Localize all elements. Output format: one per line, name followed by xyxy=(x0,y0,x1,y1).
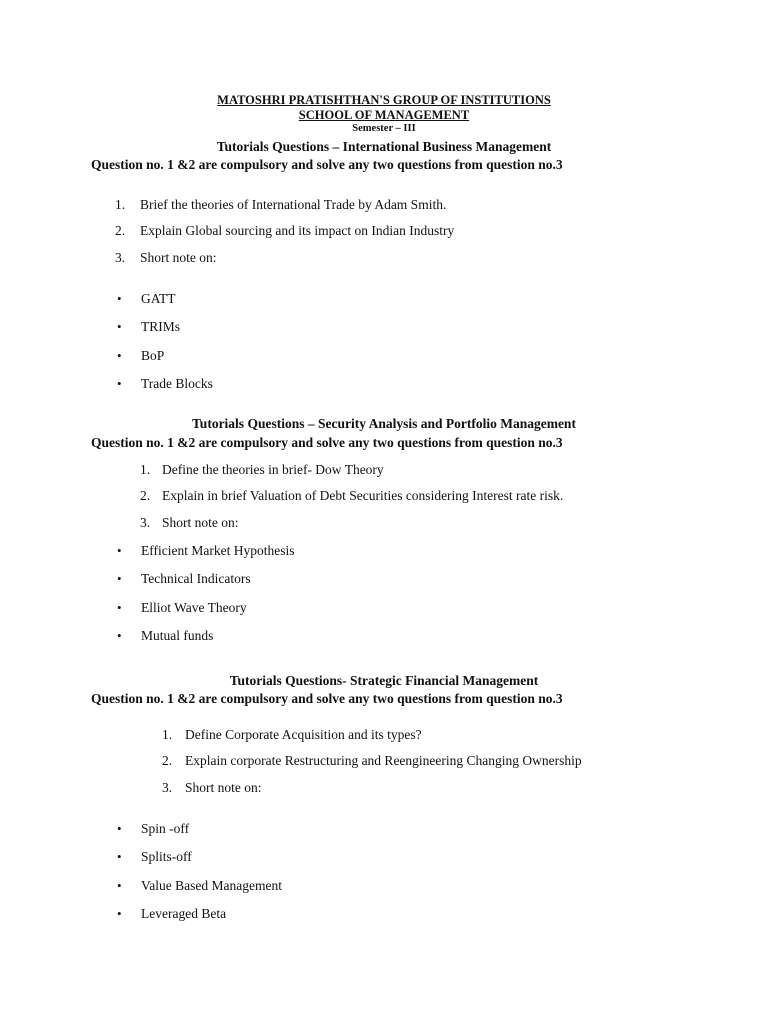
question-number: 1. xyxy=(115,197,126,212)
bullet-item: Spin -off xyxy=(141,821,190,836)
bullet-item: Leveraged Beta xyxy=(141,906,227,921)
question-text: Explain in brief Valuation of Debt Securities considering Interest rate risk. xyxy=(162,488,564,503)
section-instruction: Question no. 1 &2 are compulsory and solve any two questions from question no.3 xyxy=(91,157,563,172)
bullet-icon: • xyxy=(117,543,122,558)
question-text: Explain corporate Restructuring and Reengineering Changing Ownership xyxy=(185,753,582,768)
bullet-icon: • xyxy=(117,906,122,921)
section-instruction: Question no. 1 &2 are compulsory and solve any two questions from question no.3 xyxy=(91,691,563,706)
section-title: Tutorials Questions – International Business Management xyxy=(216,139,552,154)
semester-heading: Semester – III xyxy=(352,123,416,134)
bullet-item: Value Based Management xyxy=(141,878,282,893)
question-text: Short note on: xyxy=(140,250,217,265)
section-title: Tutorials Questions- Strategic Financial Management xyxy=(229,673,539,688)
bullet-icon: • xyxy=(117,376,122,391)
question-text: Define the theories in brief- Dow Theory xyxy=(162,462,384,477)
question-text: Short note on: xyxy=(185,780,262,795)
bullet-icon: • xyxy=(117,821,122,836)
question-number: 3. xyxy=(115,250,126,265)
bullet-icon: • xyxy=(117,600,122,615)
question-text: Short note on: xyxy=(162,515,239,530)
question-text: Brief the theories of International Trade by Adam Smith. xyxy=(140,197,447,212)
question-number: 1. xyxy=(162,727,173,742)
bullet-icon: • xyxy=(117,628,122,643)
question-number: 2. xyxy=(162,753,173,768)
question-number: 2. xyxy=(115,223,126,238)
section-instruction: Question no. 1 &2 are compulsory and solve any two questions from question no.3 xyxy=(91,435,563,450)
bullet-item: Technical Indicators xyxy=(141,571,251,586)
question-number: 2. xyxy=(140,488,151,503)
bullet-icon: • xyxy=(117,878,122,893)
bullet-icon: • xyxy=(117,319,122,334)
section-title: Tutorials Questions – Security Analysis and Portfolio Management xyxy=(192,416,576,431)
question-number: 3. xyxy=(162,780,173,795)
bullet-item: GATT xyxy=(141,291,176,306)
bullet-icon: • xyxy=(117,348,122,363)
bullet-item: Efficient Market Hypothesis xyxy=(141,543,295,558)
question-text: Explain Global sourcing and its impact on Indian Industry xyxy=(140,223,455,238)
school-heading: SCHOOL OF MANAGEMENT xyxy=(298,108,470,122)
bullet-item: Mutual funds xyxy=(141,628,214,643)
question-number: 3. xyxy=(140,515,151,530)
bullet-icon: • xyxy=(117,571,122,586)
bullet-item: Splits-off xyxy=(141,849,192,864)
question-text: Define Corporate Acquisition and its types? xyxy=(185,727,422,742)
bullet-icon: • xyxy=(117,291,122,306)
question-number: 1. xyxy=(140,462,151,477)
institution-heading: MATOSHRI PRATISHTHAN'S GROUP OF INSTITUTIONS xyxy=(217,93,551,107)
bullet-item: Trade Blocks xyxy=(141,376,213,391)
bullet-item: BoP xyxy=(141,348,165,363)
bullet-icon: • xyxy=(117,849,122,864)
bullet-item: Elliot Wave Theory xyxy=(141,600,247,615)
bullet-item: TRIMs xyxy=(141,319,181,334)
